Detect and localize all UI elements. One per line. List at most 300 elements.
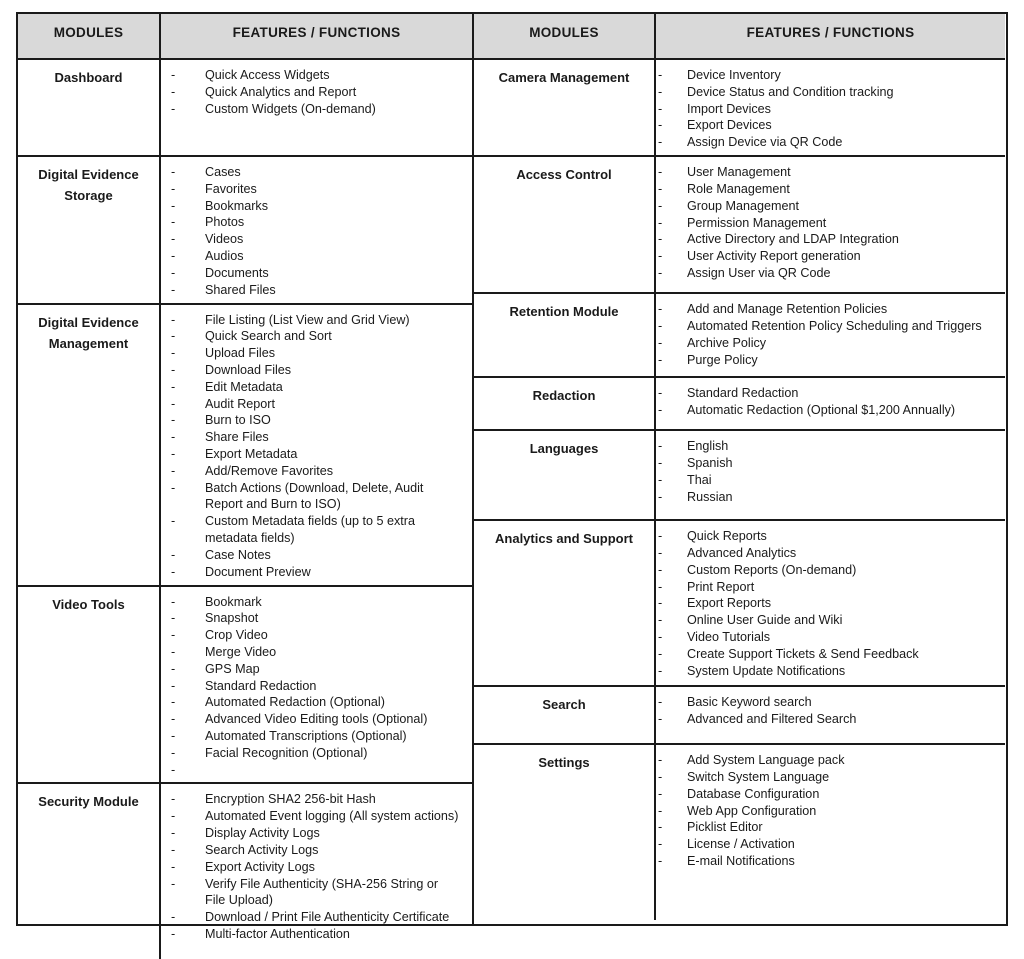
feature-label: Thai	[687, 472, 712, 487]
bullet-dash-icon: -	[658, 579, 663, 594]
feature-label: Picklist Editor	[687, 820, 763, 835]
table-header-row-left	[18, 14, 472, 60]
feature-label: Assign Device via QR Code	[687, 135, 843, 150]
feature-label: System Update Notifications	[687, 663, 846, 678]
bullet-dash-icon: -	[658, 68, 663, 82]
bullet-dash-icon: -	[658, 135, 663, 150]
feature-label: Cases	[205, 165, 241, 179]
bullet-dash-icon: -	[171, 547, 176, 562]
feature-list-item	[161, 644, 466, 661]
bullet-dash-icon: -	[658, 837, 663, 852]
bullet-dash-icon: -	[658, 402, 663, 417]
feature-list	[161, 312, 466, 581]
module-cell	[474, 687, 656, 743]
module-name: Retention Module	[509, 304, 619, 320]
bullet-dash-icon: -	[658, 820, 663, 835]
bullet-dash-icon: -	[171, 809, 176, 824]
feature-list-item	[161, 791, 466, 808]
feature-label: Photos	[205, 215, 245, 230]
bullet-dash-icon: -	[658, 101, 663, 116]
features-cell	[656, 294, 1005, 376]
feature-list-item	[161, 678, 466, 695]
module-cell	[474, 745, 656, 920]
features-cell	[656, 378, 1005, 429]
feature-list-item	[161, 214, 466, 231]
feature-label: Custom Widgets (On-demand)	[205, 101, 376, 116]
features-cell	[656, 687, 1005, 743]
feature-list-item	[161, 248, 466, 265]
feature-label: Permission Management	[687, 215, 827, 230]
bullet-dash-icon: -	[658, 118, 663, 133]
feature-label: Spanish	[687, 455, 733, 470]
feature-label: English	[687, 439, 729, 454]
feature-label: License / Activation	[687, 837, 795, 852]
feature-list-item	[161, 429, 466, 446]
bullet-dash-icon: -	[171, 232, 176, 247]
feature-label: Display Activity Logs	[205, 826, 320, 841]
bullet-dash-icon: -	[171, 430, 176, 445]
feature-label: Quick Analytics and Report	[205, 84, 357, 99]
feature-list	[161, 594, 466, 779]
feature-list	[656, 385, 999, 419]
feature-list-item	[656, 455, 999, 472]
feature-list-item	[161, 825, 466, 842]
feature-label: Shared Files	[205, 282, 276, 297]
feature-list-item	[161, 564, 466, 581]
module-cell	[474, 431, 656, 519]
table-left-half	[18, 14, 474, 941]
bullet-dash-icon: -	[171, 910, 176, 925]
module-name: Analytics and Support	[495, 531, 633, 547]
table-row	[474, 745, 1005, 920]
feature-list-item	[656, 489, 999, 506]
feature-list-item	[161, 198, 466, 215]
module-cell	[18, 305, 161, 585]
features-cell	[161, 60, 472, 155]
column-header-features-right: FEATURES / FUNCTIONS	[746, 24, 915, 40]
module-name: Search	[542, 697, 586, 713]
feature-label: Russian	[687, 489, 733, 504]
feature-list-item	[656, 646, 999, 663]
feature-list-item	[656, 612, 999, 629]
feature-list-item	[161, 328, 466, 345]
bullet-dash-icon: -	[171, 480, 176, 495]
feature-label: Standard Redaction	[687, 386, 799, 401]
feature-label: Audios	[205, 249, 244, 264]
feature-list-item	[656, 134, 999, 151]
module-cell	[474, 521, 656, 685]
feature-label: E-mail Notifications	[687, 853, 795, 868]
table-row	[18, 587, 472, 785]
feature-label: Videos	[205, 232, 244, 247]
feature-label: Advanced Video Editing tools (Optional)	[205, 712, 428, 727]
feature-list-item	[656, 769, 999, 786]
module-name: Camera Management	[498, 70, 630, 85]
bullet-dash-icon: -	[658, 613, 663, 628]
bullet-dash-icon: -	[171, 792, 176, 807]
feature-list	[161, 791, 466, 942]
bullet-dash-icon: -	[171, 215, 176, 230]
feature-list-item	[656, 181, 999, 198]
feature-list-item	[161, 745, 466, 762]
feature-label: Export Reports	[687, 596, 771, 611]
feature-label: Multi-factor Authentication	[205, 926, 350, 941]
bullet-dash-icon: -	[171, 101, 176, 116]
feature-list-item	[656, 579, 999, 596]
feature-list	[656, 528, 999, 679]
feature-list-item	[161, 513, 466, 547]
module-name: Digital Evidence Storage	[38, 167, 139, 204]
bullet-dash-icon: -	[171, 712, 176, 727]
feature-label: Web App Configuration	[687, 803, 817, 818]
column-header-modules-right: MODULES	[474, 14, 656, 58]
feature-list-item	[161, 859, 466, 876]
bullet-dash-icon: -	[658, 596, 663, 611]
feature-label: Quick Search and Sort	[205, 329, 332, 344]
feature-label: Device Inventory	[687, 68, 781, 82]
feature-list-item	[161, 842, 466, 859]
feature-list	[161, 67, 466, 117]
feature-label: Download Files	[205, 362, 292, 377]
feature-label: Advanced Analytics	[687, 545, 797, 560]
bullet-dash-icon: -	[658, 249, 663, 264]
feature-list-item	[161, 164, 466, 181]
bullet-dash-icon: -	[171, 413, 176, 428]
feature-list-item	[656, 335, 999, 352]
feature-list-item	[656, 164, 999, 181]
bullet-dash-icon: -	[658, 165, 663, 180]
table-row	[474, 60, 1005, 157]
feature-label: Active Directory and LDAP Integration	[687, 232, 899, 247]
table-row	[18, 157, 472, 305]
feature-list-item	[161, 480, 466, 514]
bullet-dash-icon: -	[171, 628, 176, 643]
bullet-dash-icon: -	[658, 318, 663, 333]
table-row	[474, 157, 1005, 294]
feature-list-item	[656, 101, 999, 118]
feature-label: Video Tutorials	[687, 629, 771, 644]
table-header-row-right	[474, 14, 1005, 60]
bullet-dash-icon: -	[171, 745, 176, 760]
bullet-dash-icon: -	[171, 859, 176, 874]
bullet-dash-icon: -	[658, 711, 663, 726]
bullet-dash-icon: -	[171, 198, 176, 213]
feature-list-item	[656, 694, 999, 711]
feature-list-item	[656, 301, 999, 318]
feature-list-item	[161, 181, 466, 198]
feature-label: Edit Metadata	[205, 379, 283, 394]
feature-list-item	[656, 352, 999, 369]
feature-label: Automated Retention Policy Scheduling and Triggers	[687, 318, 982, 333]
feature-label: Export Devices	[687, 118, 772, 133]
feature-list-item	[656, 67, 999, 84]
feature-list-item	[161, 463, 466, 480]
feature-label: Add/Remove Favorites	[205, 463, 334, 478]
features-cell	[656, 521, 1005, 685]
feature-label: Favorites	[205, 181, 257, 196]
feature-label: Device Status and Condition tracking	[687, 84, 894, 99]
feature-label: Assign User via QR Code	[687, 265, 831, 280]
bullet-dash-icon: -	[658, 663, 663, 678]
feature-label: Standard Redaction	[205, 678, 317, 693]
feature-list-item	[161, 345, 466, 362]
bullet-dash-icon: -	[171, 68, 176, 82]
bullet-dash-icon: -	[658, 335, 663, 350]
feature-label: Share Files	[205, 430, 269, 445]
feature-list	[656, 752, 999, 870]
feature-list	[656, 164, 999, 282]
bullet-dash-icon: -	[658, 695, 663, 710]
bullet-dash-icon: -	[658, 545, 663, 560]
feature-list-item	[656, 198, 999, 215]
feature-label: Download / Print File Authenticity Certificate	[205, 910, 450, 925]
bullet-dash-icon: -	[658, 84, 663, 99]
features-cell	[161, 784, 472, 959]
bullet-dash-icon: -	[658, 803, 663, 818]
feature-list-item	[161, 808, 466, 825]
feature-list-item	[656, 562, 999, 579]
feature-list-item	[161, 594, 466, 611]
feature-list-item	[161, 627, 466, 644]
bullet-dash-icon: -	[171, 329, 176, 344]
bullet-dash-icon: -	[171, 346, 176, 361]
bullet-dash-icon: -	[171, 611, 176, 626]
feature-label: Import Devices	[687, 101, 771, 116]
bullet-dash-icon: -	[171, 514, 176, 529]
feature-label: GPS Map	[205, 661, 260, 676]
feature-list-item	[656, 663, 999, 680]
feature-label: Quick Access Widgets	[205, 68, 330, 82]
bullet-dash-icon: -	[658, 769, 663, 784]
table-row	[474, 687, 1005, 745]
bullet-dash-icon: -	[171, 564, 176, 579]
feature-label: Role Management	[687, 181, 790, 196]
bullet-dash-icon: -	[171, 729, 176, 743]
module-cell	[474, 157, 656, 292]
module-name: Digital Evidence Management	[38, 314, 139, 351]
feature-list-item	[161, 312, 466, 329]
bullet-dash-icon: -	[171, 826, 176, 841]
table-row	[18, 784, 472, 959]
bullet-dash-icon: -	[171, 362, 176, 377]
feature-label: Upload Files	[205, 346, 275, 361]
feature-label: Advanced and Filtered Search	[687, 711, 857, 726]
bullet-dash-icon: -	[658, 646, 663, 661]
bullet-dash-icon: -	[171, 249, 176, 264]
table-body-left	[18, 60, 472, 959]
bullet-dash-icon: -	[658, 215, 663, 230]
bullet-dash-icon: -	[171, 396, 176, 411]
bullet-dash-icon: -	[171, 447, 176, 461]
bullet-dash-icon: -	[658, 352, 663, 367]
feature-list-item	[656, 836, 999, 853]
feature-list-item	[656, 265, 999, 282]
features-cell	[656, 431, 1005, 519]
module-cell	[474, 60, 656, 155]
feature-list-item	[656, 545, 999, 562]
bullet-dash-icon: -	[658, 265, 663, 280]
feature-list-item	[161, 926, 466, 943]
feature-list-item	[656, 752, 999, 769]
column-header-features-left: FEATURES / FUNCTIONS	[232, 24, 401, 40]
bullet-dash-icon: -	[171, 644, 176, 659]
feature-label: Document Preview	[205, 564, 311, 579]
feature-label: Group Management	[687, 198, 800, 213]
feature-label: Quick Reports	[687, 529, 767, 544]
feature-label: Audit Report	[205, 396, 276, 411]
feature-label: Add and Manage Retention Policies	[687, 302, 888, 317]
feature-list-item	[161, 661, 466, 678]
module-name: Security Module	[38, 794, 139, 810]
feature-label: Documents	[205, 265, 269, 280]
feature-label: Encryption SHA2 256-bit Hash	[205, 792, 376, 807]
features-cell	[161, 157, 472, 303]
bullet-dash-icon: -	[171, 282, 176, 297]
feature-label: Purge Policy	[687, 352, 758, 367]
feature-list-item	[161, 446, 466, 463]
feature-list-item	[656, 231, 999, 248]
features-cell	[656, 745, 1005, 920]
feature-list-item	[161, 396, 466, 413]
feature-label: Archive Policy	[687, 335, 767, 350]
bullet-dash-icon: -	[658, 786, 663, 801]
feature-label: Export Activity Logs	[205, 859, 315, 874]
bullet-dash-icon: -	[171, 84, 176, 99]
module-cell	[18, 60, 161, 155]
feature-list-item	[656, 472, 999, 489]
feature-label: Facial Recognition (Optional)	[205, 745, 368, 760]
feature-label: Automated Redaction (Optional)	[205, 695, 385, 710]
feature-label: Online User Guide and Wiki	[687, 613, 843, 628]
feature-label: Bookmark	[205, 594, 262, 609]
feature-list-item	[161, 67, 466, 84]
bullet-dash-icon: -	[658, 386, 663, 401]
module-name: Languages	[529, 441, 599, 457]
bullet-dash-icon: -	[171, 661, 176, 676]
feature-list	[656, 694, 999, 728]
module-name: Settings	[538, 755, 590, 771]
feature-list-item	[161, 909, 466, 926]
feature-label: Automatic Redaction (Optional $1,200 Annually)	[687, 402, 956, 417]
module-name: Access Control	[516, 167, 612, 183]
feature-list-item	[656, 402, 999, 419]
feature-label: User Management	[687, 165, 791, 180]
feature-label: Create Support Tickets & Send Feedback	[687, 646, 919, 661]
bullet-dash-icon: -	[171, 379, 176, 394]
bullet-dash-icon: -	[171, 594, 176, 609]
module-cell	[474, 294, 656, 376]
feature-list-item	[161, 728, 466, 745]
feature-label: Automated Event logging (All system actions)	[205, 809, 459, 824]
bullet-dash-icon: -	[658, 472, 663, 487]
feature-list-item	[161, 412, 466, 429]
feature-label: Snapshot	[205, 611, 259, 626]
feature-list-item	[161, 694, 466, 711]
feature-list-item	[161, 101, 466, 118]
feature-label: Custom Metadata fields (up to 5 extra metadata fields)	[205, 514, 415, 546]
table-row	[474, 521, 1005, 687]
feature-label: File Listing (List View and Grid View)	[205, 312, 410, 327]
feature-list-item	[656, 853, 999, 870]
feature-list-item	[161, 84, 466, 101]
feature-list-item	[656, 819, 999, 836]
column-header-modules-left: MODULES	[18, 14, 161, 58]
feature-list	[656, 67, 999, 151]
module-name: Video Tools	[52, 596, 125, 612]
feature-list-item	[161, 231, 466, 248]
feature-list-item	[161, 610, 466, 627]
feature-list-item	[656, 117, 999, 134]
feature-list-item	[656, 385, 999, 402]
module-name: Dashboard	[54, 70, 123, 85]
features-cell	[656, 60, 1005, 155]
bullet-dash-icon: -	[171, 842, 176, 857]
feature-label: Burn to ISO	[205, 413, 271, 428]
bullet-dash-icon: -	[658, 562, 663, 577]
bullet-dash-icon: -	[171, 926, 176, 941]
feature-list	[161, 164, 466, 299]
bullet-dash-icon: -	[658, 439, 663, 454]
bullet-dash-icon: -	[171, 678, 176, 693]
bullet-dash-icon: -	[171, 762, 176, 777]
feature-list-item	[656, 528, 999, 545]
feature-label: Add System Language pack	[687, 753, 845, 768]
module-cell	[18, 784, 161, 959]
bullet-dash-icon: -	[658, 198, 663, 213]
bullet-dash-icon: -	[171, 695, 176, 710]
bullet-dash-icon: -	[658, 181, 663, 196]
feature-label: Bookmarks	[205, 198, 268, 213]
feature-label: Database Configuration	[687, 786, 820, 801]
feature-list-item	[161, 379, 466, 396]
feature-list-item	[656, 318, 999, 335]
feature-list-item	[656, 711, 999, 728]
feature-label: Case Notes	[205, 547, 271, 562]
feature-list-item	[161, 711, 466, 728]
bullet-dash-icon: -	[658, 489, 663, 504]
features-cell	[161, 305, 472, 585]
feature-label: User Activity Report generation	[687, 249, 861, 264]
table-body-right	[474, 60, 1005, 924]
features-cell	[656, 157, 1005, 292]
feature-label: Custom Reports (On-demand)	[687, 562, 857, 577]
features-cell	[161, 587, 472, 783]
feature-list-item	[656, 629, 999, 646]
bullet-dash-icon: -	[171, 181, 176, 196]
module-cell	[474, 378, 656, 429]
feature-list-item	[161, 282, 466, 299]
feature-list	[656, 301, 999, 368]
feature-label: Merge Video	[205, 644, 277, 659]
feature-list	[656, 438, 999, 505]
table-right-half	[474, 14, 1005, 924]
feature-list-item	[656, 248, 999, 265]
table-row	[474, 378, 1005, 431]
feature-list-item	[656, 803, 999, 820]
feature-label: Crop Video	[205, 628, 268, 643]
feature-list-item	[656, 786, 999, 803]
bullet-dash-icon: -	[171, 265, 176, 280]
feature-label: Print Report	[687, 579, 755, 594]
module-name: Redaction	[532, 388, 596, 404]
feature-list-item	[161, 876, 466, 910]
bullet-dash-icon: -	[658, 455, 663, 470]
feature-list-item	[161, 265, 466, 282]
bullet-dash-icon: -	[171, 463, 176, 478]
table-row	[18, 305, 472, 587]
table-row	[18, 60, 472, 157]
feature-label: Verify File Authenticity (SHA-256 String or File Upload)	[205, 876, 439, 908]
